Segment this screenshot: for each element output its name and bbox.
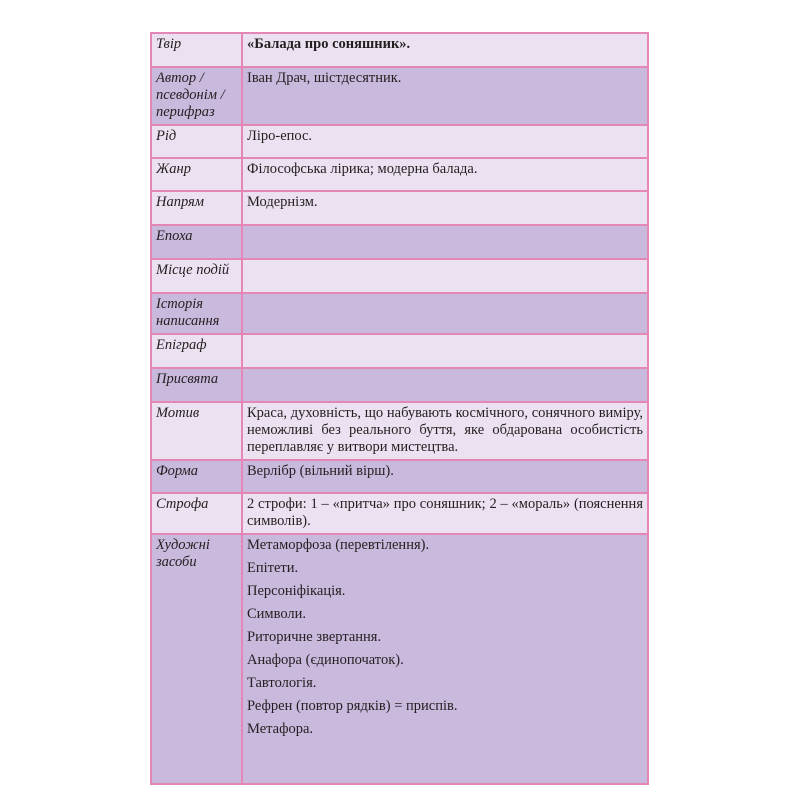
row-value-form: Верлібр (вільний вірш). <box>242 460 648 493</box>
table-row <box>151 259 648 293</box>
device-item: Метаморфоза (перевтілення). <box>247 537 430 553</box>
row-label-direction: Напрям <box>151 191 242 225</box>
row-value-epigraph <box>242 334 648 368</box>
row-label-work: Твір <box>151 33 242 67</box>
row-value-stanza: 2 строфи: 1 – «притча» про соняшник; 2 – «мораль» (пояснення символів). <box>242 493 648 534</box>
table-row <box>151 225 648 259</box>
device-item: Епітети. <box>247 560 299 576</box>
row-value-motive: Краса, духовність, що набувають космічного, сонячного виміру, неможливі без реального буття, яке обдарована особистість переплавляє у витвори мистецтва. <box>242 402 648 460</box>
table-row <box>151 493 648 534</box>
device-item: Персоніфікація. <box>247 583 346 599</box>
row-label-devices: Художні засоби <box>151 534 242 784</box>
row-label-motive: Мотив <box>151 402 242 460</box>
row-label-genre: Жанр <box>151 158 242 191</box>
table-row <box>151 460 648 493</box>
row-value-kind: Ліро-епос. <box>242 125 648 158</box>
table-row <box>151 534 648 784</box>
table-row <box>151 125 648 158</box>
row-value-work: «Балада про соняшник». <box>242 33 648 67</box>
row-value-genre: Філософська лірика; модерна балада. <box>242 158 648 191</box>
row-label-epigraph: Епіграф <box>151 334 242 368</box>
row-label-author: Автор / псевдонім / перифраз <box>151 67 242 125</box>
row-label-history: Історія написання <box>151 293 242 334</box>
row-label-epoch: Епоха <box>151 225 242 259</box>
row-label-kind: Рід <box>151 125 242 158</box>
table-row <box>151 293 648 334</box>
table-row <box>151 67 648 125</box>
device-item: Анафора (єдинопочаток). <box>247 652 404 668</box>
row-value-devices <box>242 534 648 784</box>
row-label-place: Місце подій <box>151 259 242 293</box>
table-row <box>151 334 648 368</box>
device-item: Метафора. <box>247 721 314 737</box>
literature-table <box>150 32 649 785</box>
table-row <box>151 158 648 191</box>
row-label-dedication: Присвята <box>151 368 242 402</box>
row-label-form: Форма <box>151 460 242 493</box>
device-item: Символи. <box>247 606 307 622</box>
table-row <box>151 368 648 402</box>
row-value-direction: Модернізм. <box>242 191 648 225</box>
row-value-dedication <box>242 368 648 402</box>
row-value-epoch <box>242 225 648 259</box>
table-row <box>151 402 648 460</box>
row-label-stanza: Строфа <box>151 493 242 534</box>
device-item: Риторичне звертання. <box>247 629 382 645</box>
table-row <box>151 191 648 225</box>
table-row <box>151 33 648 67</box>
row-value-author: Іван Драч, шістдесятник. <box>242 67 648 125</box>
row-value-place <box>242 259 648 293</box>
device-item: Рефрен (повтор рядків) = приспів. <box>247 698 458 714</box>
row-value-history <box>242 293 648 334</box>
device-item: Тавтологія. <box>247 675 317 691</box>
